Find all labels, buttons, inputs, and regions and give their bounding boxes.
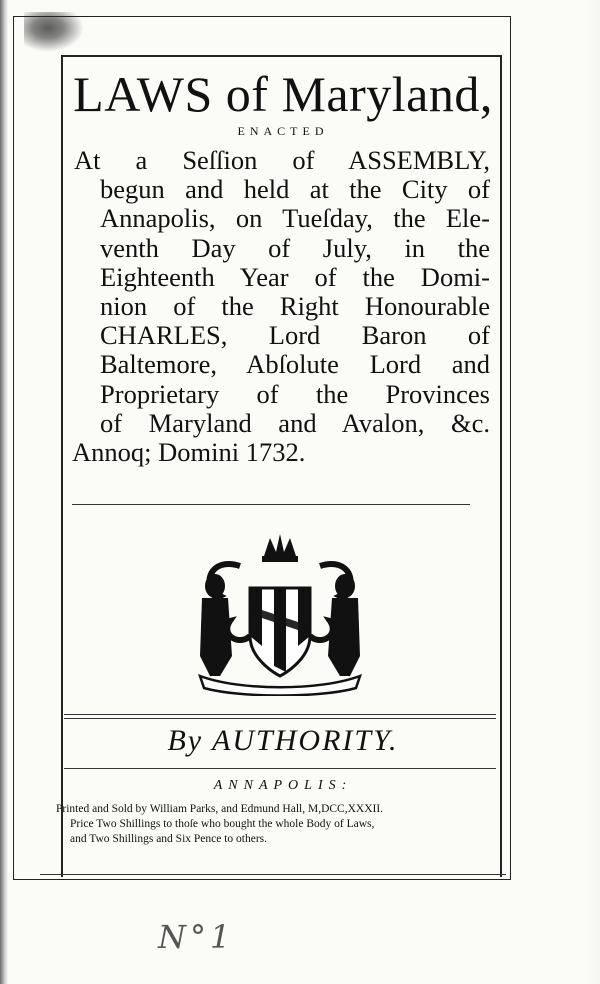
binding-shadow	[0, 0, 8, 984]
page-title: LAWS of Maryland,	[73, 66, 493, 122]
divider-rule	[40, 874, 506, 875]
coat-of-arms-icon	[180, 526, 380, 696]
handwritten-note: N°1	[158, 918, 235, 956]
description-line: Eighteenth Year of the Domi-	[100, 261, 490, 292]
divider-rule	[72, 504, 470, 505]
enacted-label: ENACTED	[237, 124, 329, 138]
description-line: begun and held at the City of	[100, 174, 490, 205]
authority-line: By AUTHORITY.	[167, 724, 399, 757]
imprint-block	[56, 802, 492, 847]
imprint-line: and Two Shillings and Six Pence to others.	[70, 833, 268, 845]
description-line: nion of the Right Honourable	[100, 291, 490, 322]
imprint-city: ANNAPOLIS:	[213, 778, 353, 793]
description-line: Proprietary of the Provinces	[100, 378, 490, 409]
page-edge	[582, 0, 600, 984]
session-description	[72, 146, 490, 467]
description-line: Baltemore, Abſolute Lord and	[100, 349, 490, 380]
imprint-line: Printed and Sold by William Parks, and Edmund Hall, M,DCC,XXXII.	[56, 803, 384, 815]
divider-rule	[64, 768, 496, 769]
description-line: CHARLES, Lord Baron of	[100, 320, 490, 351]
divider-rule	[64, 714, 496, 715]
divider-rule	[64, 718, 496, 719]
description-line: At a Seſſion of ASSEMBLY,	[74, 145, 490, 175]
description-line: of Maryland and Avalon, &c.	[100, 407, 490, 438]
imprint-line: Price Two Shillings to thoſe who bought the whole Body of Laws,	[70, 818, 375, 830]
description-line: Annoq; Domini 1732.	[72, 437, 306, 468]
description-line: Annapolis, on Tueſday, the Ele-	[100, 203, 490, 234]
description-line: venth Day of July, in the	[100, 232, 490, 263]
